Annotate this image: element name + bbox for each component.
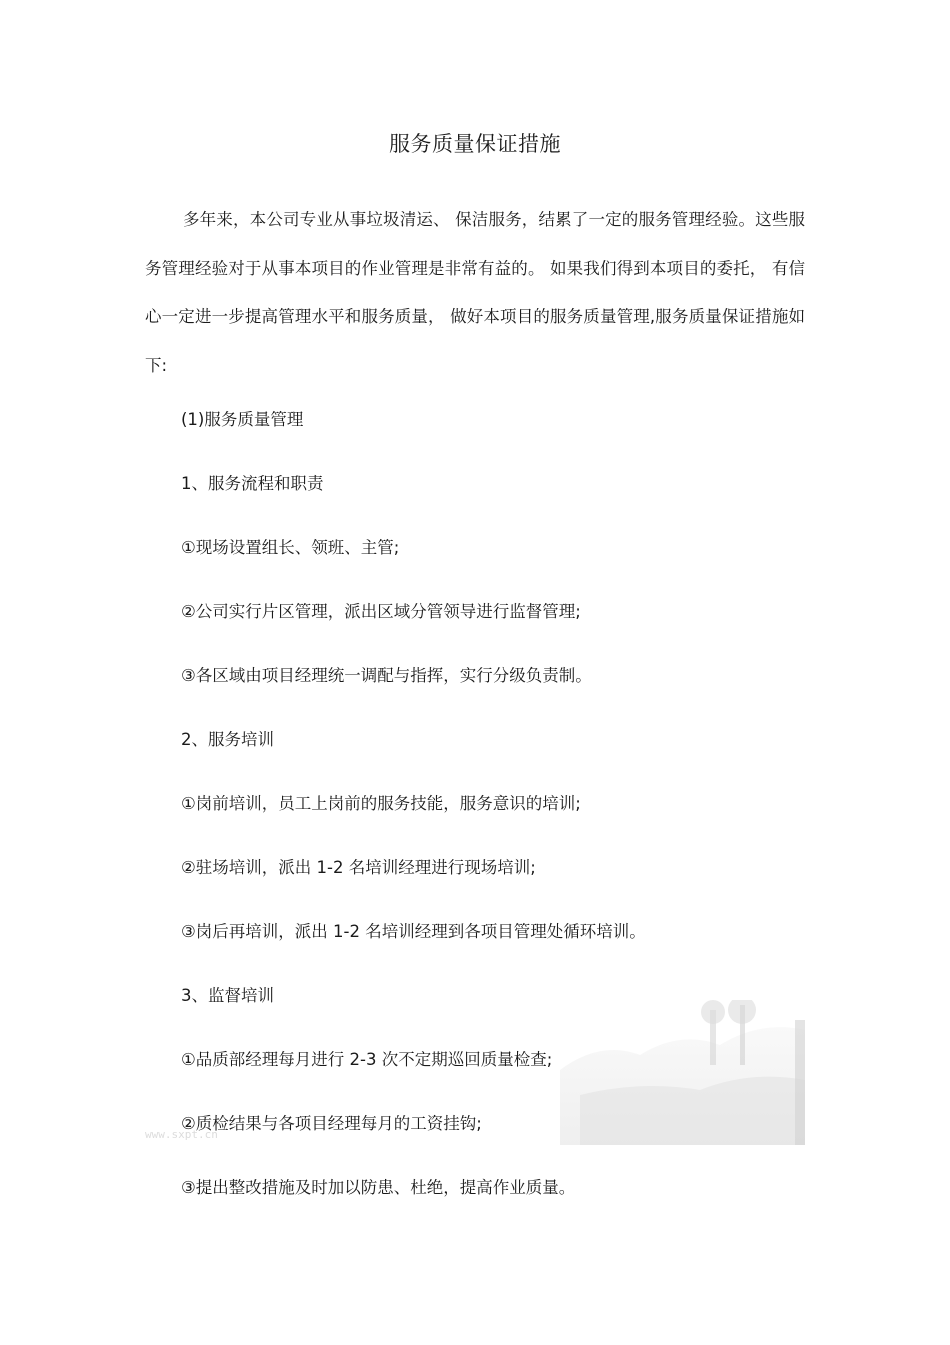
intro-paragraph: 多年来，本公司专业从事垃圾清运、 保洁服务，结累了一定的服务管理经验。这些服务管理经验对于从事本项目的作业管理是非常有益的。 如果我们得到本项目的委托， 有信心一定进一步提高管理水平和服务质量， 做好本项目的服务质量管理,服务质量保证措施如下: (145, 210, 805, 375)
list-item: ②驻场培训，派出 1-2 名培训经理进行现场培训; (181, 858, 536, 877)
list-item: ②公司实行片区管理，派出区域分管领导进行监督管理; (181, 602, 581, 621)
list-item: ③各区域由项目经理统一调配与指挥，实行分级负责制。 (181, 666, 592, 685)
list-item: ②质检结果与各项目经理每月的工资挂钩; (181, 1114, 482, 1133)
list-item: ①品质部经理每月进行 2-3 次不定期巡回质量检查; (181, 1050, 553, 1069)
subsection-heading-training: 2、服务培训 (181, 730, 274, 749)
watermark-text: www.sxpt.cn (145, 1128, 218, 1141)
section-heading-service-quality: (1)服务质量管理 (181, 410, 304, 429)
list-item: ③岗后再培训，派出 1-2 名培训经理到各项目管理处循环培训。 (181, 922, 646, 941)
subsection-heading-process: 1、服务流程和职责 (181, 474, 324, 493)
list-item: ①岗前培训，员工上岗前的服务技能，服务意识的培训; (181, 794, 581, 813)
landscape-watermark-image (560, 1000, 805, 1145)
document-title: 服务质量保证措施 (389, 132, 561, 156)
list-item: ①现场设置组长、领班、主管; (181, 538, 400, 557)
list-item: ③提出整改措施及时加以防患、杜绝，提高作业质量。 (181, 1178, 576, 1197)
subsection-heading-supervision: 3、监督培训 (181, 986, 274, 1005)
